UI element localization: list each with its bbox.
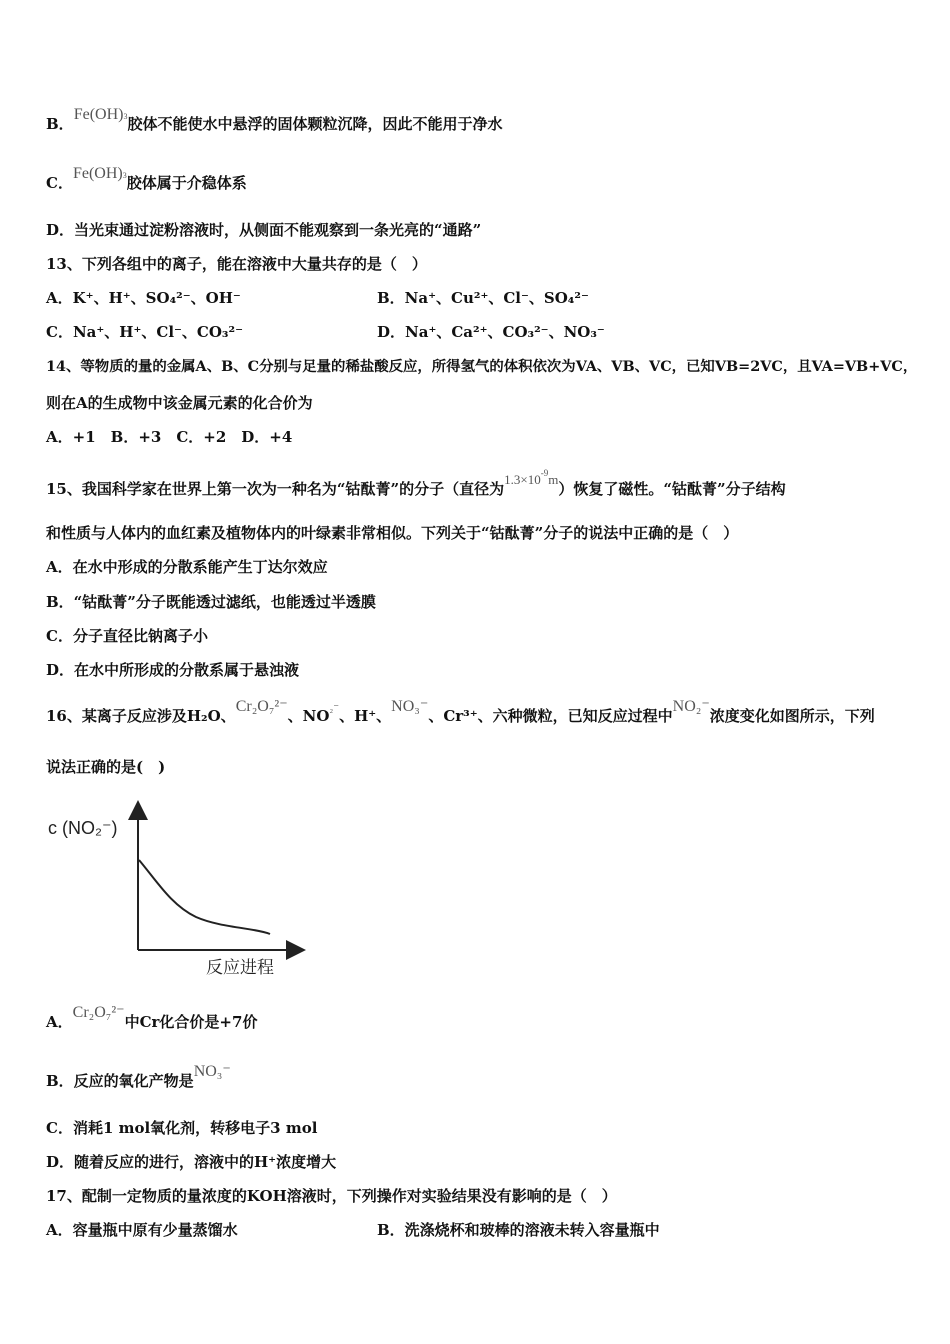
- q14-stem-line2: 则在A的生成物中该金属元素的化合价为: [46, 394, 313, 412]
- q16-option-d: D．随着反应的进行，溶液中的H⁺浓度增大: [46, 1153, 337, 1171]
- q17-option-a: A．容量瓶中原有少量蒸馏水: [46, 1221, 238, 1239]
- q13-option-d: D．Na⁺、Ca²⁺、CO₃²⁻、NO₃⁻: [377, 323, 605, 341]
- formula-cr2o7: Cr₂O₇²⁻: [72, 1004, 125, 1021]
- q16-option-b: B．反应的氧化产物是NO₃⁻: [46, 1063, 231, 1090]
- q15-option-b: B．“钴酞菁”分子既能透过滤纸，也能透过半透膜: [46, 593, 376, 611]
- q15-stem-line2: 和性质与人体内的血红素及植物体内的叶绿素非常相似。下列关于“钴酞菁”分子的说法中正确的是（ ）: [46, 524, 739, 542]
- formula-diameter: $1.3\times 10^{-9}m$: [504, 468, 559, 487]
- q15-option-a: A．在水中形成的分散系能产生丁达尔效应: [46, 558, 328, 576]
- formula-no3: NO₃⁻: [391, 698, 429, 715]
- q13-option-a: A．K⁺、H⁺、SO₄²⁻、OH⁻: [46, 289, 241, 307]
- q16-option-a: A．Cr₂O₇²⁻中Cr化合价是+7价: [46, 1004, 258, 1031]
- no2-concentration-graph: [46, 800, 316, 985]
- q13-option-c: C．Na⁺、H⁺、Cl⁻、CO₃²⁻: [46, 323, 243, 341]
- q16-stem-line2: 说法正确的是( ): [46, 758, 166, 776]
- formula-no3: NO₃⁻: [193, 1063, 231, 1080]
- q13-stem: 13、下列各组中的离子，能在溶液中大量共存的是（ ）: [46, 255, 427, 273]
- q12-option-b: B．Fe(OH)3胶体不能使水中悬浮的固体颗粒沉降，因此不能用于净水: [46, 106, 503, 133]
- q14-stem: 14、等物质的量的金属A、B、C分别与足量的稀盐酸反应，所得氢气的体积依次为VA、VB、VC，已知VB=2VC，且VA=VB+VC，: [46, 358, 918, 375]
- formula-fe-oh-3: Fe(OH)3: [73, 106, 128, 123]
- q17-stem: 17、配制一定物质的量浓度的KOH溶液时，下列操作对实验结果没有影响的是（ ）: [46, 1187, 617, 1205]
- q15-stem: 15、我国科学家在世界上第一次为一种名为“钴酞菁”的分子（直径为$1.3\times 10^{-9}m$）恢复了磁性。“钴酞菁”分子结构: [46, 468, 786, 498]
- q12-option-d: D．当光束通过淀粉溶液时，从侧面不能观察到一条光亮的“通路”: [46, 221, 482, 239]
- q15-option-d: D．在水中所形成的分散系属于悬浊液: [46, 661, 300, 679]
- q17-option-b: B．洗涤烧杯和玻棒的溶液未转入容量瓶中: [377, 1221, 660, 1239]
- formula-no2: NO₂⁻: [672, 698, 710, 715]
- formula-fe-oh-3: Fe(OH)3: [72, 165, 127, 182]
- q16-stem: 16、某离子反应涉及H₂O、Cr₂O₇²⁻、$NO^{_2^-}$、H⁺、NO₃⁻、Cr³⁺、六种微粒，已知反应过程中NO₂⁻浓度变化如图所示，下列: [46, 698, 875, 725]
- q14-options: A．+1 B．+3 C．+2 D．+4: [46, 428, 293, 446]
- q16-option-c: C．消耗1 mol氧化剂，转移电子3 mol: [46, 1119, 318, 1137]
- formula-cr2o7: Cr₂O₇²⁻: [235, 698, 288, 715]
- graph-x-label: 反应进程: [206, 958, 274, 978]
- concentration-curve: [139, 860, 270, 934]
- q13-option-b: B．Na⁺、Cu²⁺、Cl⁻、SO₄²⁻: [377, 289, 589, 307]
- q15-option-c: C．分子直径比钠离子小: [46, 627, 208, 645]
- graph-y-label: c (NO₂⁻): [48, 818, 118, 838]
- q12-option-c: C．Fe(OH)3胶体属于介稳体系: [46, 165, 247, 192]
